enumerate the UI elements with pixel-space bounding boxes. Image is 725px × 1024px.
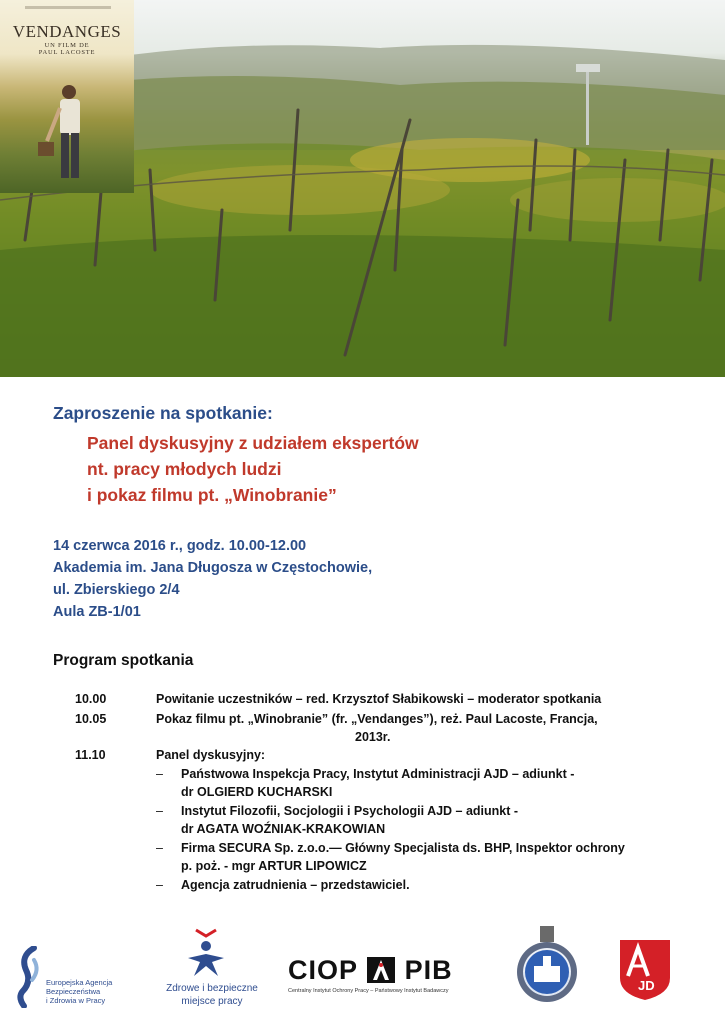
ajd-logo-icon: [618, 938, 672, 1002]
ciop-left-text: CIOP: [288, 955, 358, 985]
film-poster: [0, 0, 134, 193]
invitation-line-2: nt. pracy młodych ludzi: [87, 459, 282, 479]
panelist-3-line2: p. poż. - mgr ARTUR LIPOWICZ: [181, 859, 367, 873]
panelist-1-line1: Państwowa Inspekcja Pracy, Instytut Administracji AJD – adiunkt -: [181, 767, 575, 781]
healthy-workplace-line1: Zdrowe i bezpieczne: [166, 983, 258, 994]
healthy-workplace-line2: miejsce pracy: [181, 996, 243, 1007]
event-date: 14 czerwca 2016 r., godz. 10.00-12.00: [53, 538, 307, 554]
panelist-3-line1: Firma SECURA Sp. z.o.o.— Główny Specjalista ds. BHP, Inspektor ochrony: [181, 841, 625, 855]
program-title: Program spotkania: [53, 652, 194, 669]
program-text-2: Pokaz filmu pt. „Winobranie” (fr. „Vendanges”), reż. Paul Lacoste, Francja,: [156, 712, 598, 726]
healthy-workplace-logo-icon: [178, 924, 234, 980]
panelist-2-line1: Instytut Filozofii, Socjologii i Psychologii AJD – adiunkt -: [181, 804, 519, 818]
program-time-1: 10.00: [75, 692, 107, 706]
invitation-heading: Zaproszenie na spotkanie:: [53, 403, 273, 423]
event-venue: Akademia im. Jana Długosza w Częstochowie,: [53, 560, 373, 576]
eu-osha-text: [46, 978, 112, 1005]
ciop-emblem-icon: [366, 956, 396, 982]
invitation-line-1: Panel dyskusyjny z udziałem ekspertów: [87, 433, 419, 453]
poster-figure: [0, 0, 134, 193]
eu-osha-line3: i Zdrowia w Pracy: [46, 996, 106, 1005]
eu-osha-logo-icon: [16, 946, 46, 1008]
list-dash: –: [156, 878, 163, 892]
invitation-line-3: i pokaz filmu pt. „Winobranie”: [87, 485, 337, 505]
list-dash: –: [156, 767, 163, 781]
eu-osha-line2: Bezpieczeństwa: [46, 987, 101, 996]
panelist-1-line2: dr OLGIERD KUCHARSKI: [181, 785, 333, 799]
poster-title: VENDANGES: [12, 22, 122, 41]
program-text-3: Panel dyskusyjny:: [156, 748, 266, 762]
ciop-pib-logo: [288, 955, 453, 986]
poster-subtitle-line2: PAUL LACOSTE: [38, 49, 96, 56]
university-seal-icon: [512, 926, 582, 1004]
program-time-2: 10.05: [75, 712, 107, 726]
ciop-subtitle: Centralny Instytut Ochrony Pracy – Państwowy Instytut Badawczy: [288, 988, 449, 994]
event-room: Aula ZB-1/01: [53, 604, 141, 620]
list-dash: –: [156, 841, 163, 855]
healthy-workplace-text: [152, 982, 272, 1008]
panelist-2-line2: dr AGATA WOŹNIAK-KRAKOWIAN: [181, 822, 386, 836]
poster-subtitle-line1: UN FILM DE: [44, 42, 90, 49]
program-text-2b: 2013r.: [355, 730, 391, 744]
eu-osha-line1: Europejska Agencja: [46, 978, 113, 987]
ciop-right-text: PIB: [404, 955, 453, 985]
program-text-1: Powitanie uczestników – red. Krzysztof Słabikowski – moderator spotkania: [156, 692, 602, 706]
list-dash: –: [156, 804, 163, 818]
ajd-logo-letters: JD: [638, 978, 655, 993]
panelist-4-line1: Agencja zatrudnienia – przedstawiciel.: [181, 878, 410, 892]
program-time-3: 11.10: [75, 748, 106, 762]
event-address: ul. Zbierskiego 2/4: [53, 582, 180, 598]
